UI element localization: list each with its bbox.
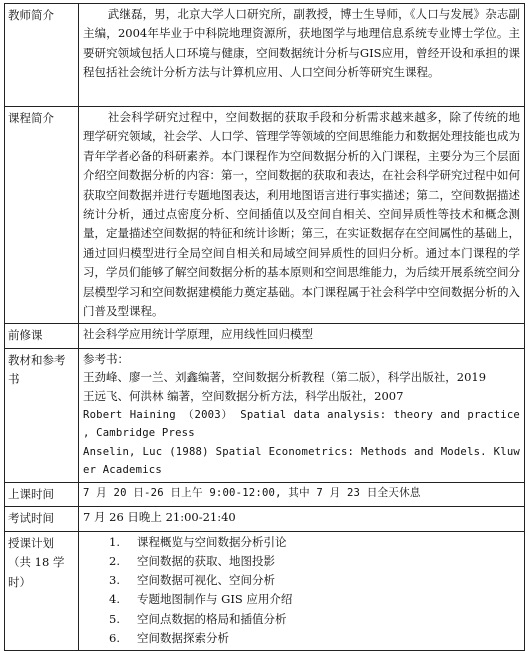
plan-item — [83, 590, 520, 609]
reference-item: 王劲峰、廖一兰、刘鑫编著，空间数据分析教程（第二版），科学出版社，2019 — [83, 370, 487, 385]
prerequisites-value: 社会科学应用统计学原理，应用线性回归模型 — [79, 324, 525, 348]
teaching-plan-list — [79, 531, 525, 650]
row-references — [5, 348, 525, 482]
plan-item-text: 课程概览与空间数据分析引论 — [137, 534, 287, 549]
plan-item-number: 6. — [109, 630, 120, 645]
plan-item — [83, 610, 520, 629]
plan-item-number: 1. — [109, 534, 120, 549]
course-intro — [79, 107, 525, 324]
plan-item — [83, 552, 520, 571]
row-prerequisites — [5, 324, 525, 348]
plan-item-number: 3. — [109, 573, 120, 588]
plan-item — [83, 629, 520, 648]
row-instructor — [5, 4, 525, 107]
course-intro-text: 社会科学研究过程中，空间数据的获取手段和分析需求越来越多，除了传统的地理学研究领域，社会学、人口学、管理学等领域的空间思维能力和数据处理技能也成为青年学者必备的科研素养。本门课程作为空间数据分析的入门课程，主要分为三个层面介绍空间数据分析的内容：第一，空间数据的获取和表达，在社会科学研究过程中如何获取空间数据并进行专题地图表达，利用地图语言进行事实描述；第二，空间数据描述统计分析，通过点密度分析、空间插值以及空间自相关、空间异质性等技术和概念测量，定量描述空间数据的特征和统计诊断；第三，在实证数据存在空间属性的基础上，通过回归模型进行全局空间自相关和局域空间异质性的回归分析。通过本门课程的学习，学员们能够了解空间数据分析的基本原则和空间思维能力，为后续开展系统空间分层模型学习和空间数据建模能力奠定基础。本门课程属于社会科学中空间数据分析的入门普及型课程。 — [83, 110, 520, 319]
reference-item: Robert Haining （2003） Spatial data analysis: theory and practice , Cambridge Press — [83, 408, 520, 440]
exam-time-label: 考试时间 — [5, 507, 79, 531]
class-time-label: 上课时间 — [5, 483, 79, 507]
teaching-plan-label: 授课计划 （共 18 学 时） — [5, 531, 79, 650]
reference-item: Anselin, Luc (1988) Spatial Econometrics: Methods and Models. Kluwer Academics — [83, 445, 520, 477]
plan-item-text: 专题地图制作与 GIS 应用介绍 — [137, 592, 293, 607]
plan-item-text: 空间数据可视化、空间分析 — [137, 573, 275, 588]
plan-item — [83, 571, 520, 590]
plan-item-number: 4. — [109, 592, 120, 607]
references-label: 教材和参考 书 — [5, 348, 79, 482]
course-intro-label: 课程简介 — [5, 107, 79, 324]
plan-list — [83, 533, 520, 648]
exam-time-value: 7 月 26 日晚上 21:00-21:40 — [79, 507, 525, 531]
row-course-intro — [5, 107, 525, 324]
plan-item-text: 空间数据探索分析 — [137, 630, 229, 645]
references-list — [79, 348, 525, 482]
plan-item-number: 5. — [109, 611, 120, 626]
prerequisites-label: 前修课 — [5, 324, 79, 348]
row-class-time — [5, 483, 525, 507]
reference-item: 王远飞、何洪林 编著，空间数据分析方法，科学出版社，2007 — [83, 389, 404, 404]
instructor-text: 武继磊，男，北京大学人口研究所，副教授，博士生导师，《人口与发展》杂志副主编，2004年毕业于中科院地理资源所，获地图学与地理信息系统专业博士学位。主要研究领域包括人口环境与健康，空间数据统计分析与GIS应用，曾经开设和承担的课程包括社会统计分析方法与计算机应用、人口空间分析等研究生课程。 — [83, 7, 520, 80]
class-time-value: 7 月 20 日-26 日上午 9:00-12:00, 其中 7 月 23 日全天休息 — [79, 483, 525, 507]
references-heading: 参考书： — [83, 351, 129, 366]
instructor-label: 教师简介 — [5, 4, 79, 107]
course-info-table — [4, 3, 525, 651]
row-teaching-plan — [5, 531, 525, 650]
instructor-bio — [79, 4, 525, 107]
plan-item-text: 空间数据的获取、地图投影 — [137, 554, 275, 569]
plan-item — [83, 533, 520, 552]
plan-item-number: 2. — [109, 554, 120, 569]
plan-item-text: 空间点数据的格局和插值分析 — [137, 611, 287, 626]
row-exam-time — [5, 507, 525, 531]
